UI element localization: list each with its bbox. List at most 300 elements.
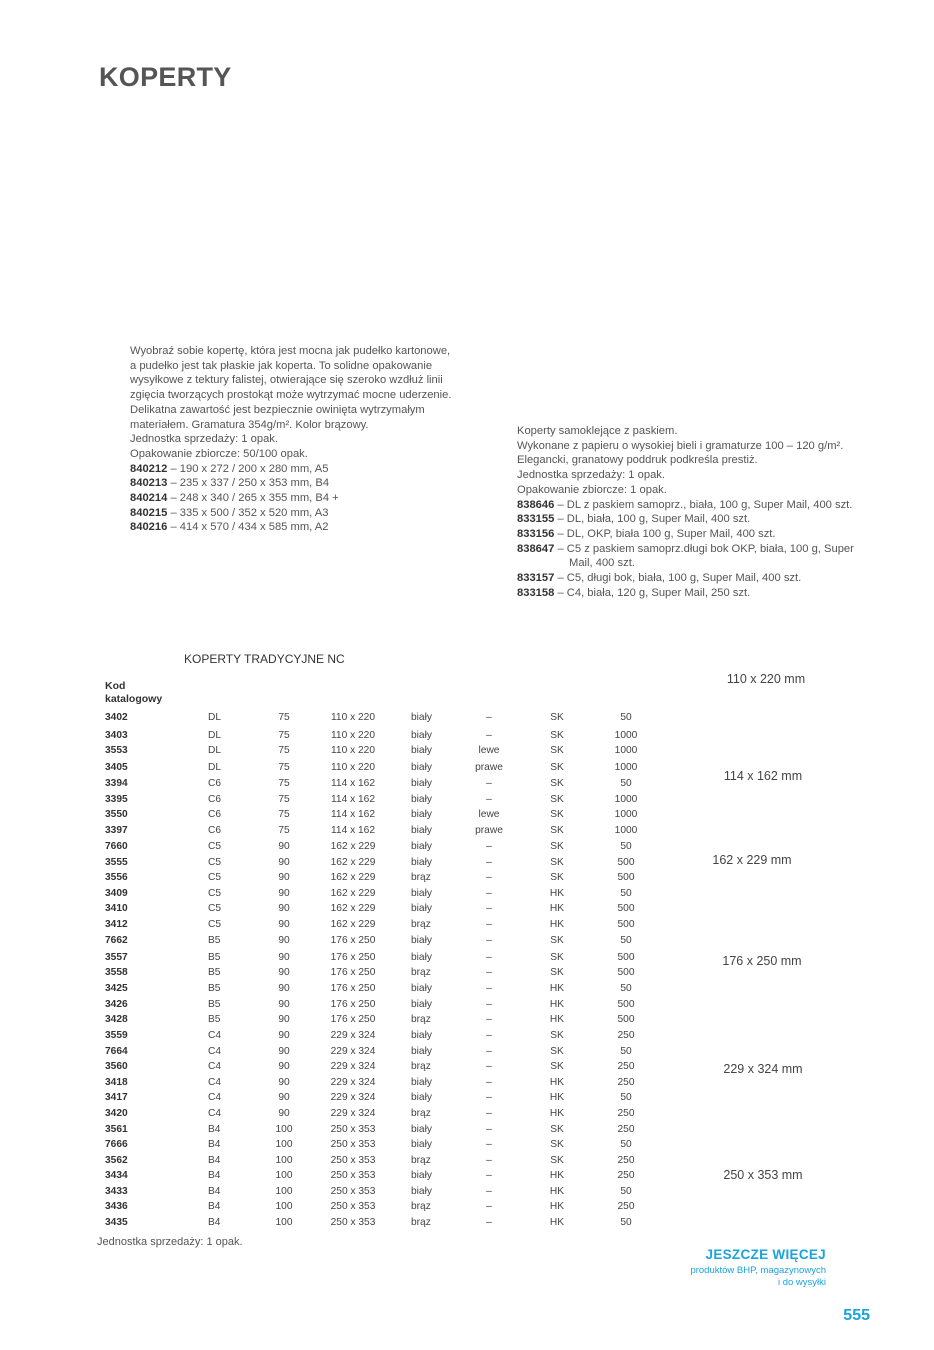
cell-window-value: – [486, 841, 492, 852]
cell-close-value: HK [549, 1014, 565, 1025]
cell-format: DL [208, 745, 222, 756]
cell-color: brąz [411, 1061, 431, 1072]
cell-code: 3412 [105, 919, 128, 930]
cell-close-value: HK [549, 888, 565, 899]
cell-color: biały [411, 794, 432, 805]
cell-window-value: – [486, 952, 492, 963]
cell-format: C5 [208, 872, 222, 883]
cell-color: brąz [411, 872, 431, 883]
cell-dim-value: 162 x 229 [330, 919, 376, 930]
cell-qty-value: 50 [620, 935, 632, 946]
cell-code: 3435 [105, 1217, 128, 1228]
cell-dim-value: 229 x 324 [330, 1092, 376, 1103]
product-code-line [130, 491, 480, 506]
product-text: wysyłkowe z tektury falistej, otwierające się szeroko wzdłuż linii [130, 374, 443, 387]
table-row [0, 825, 700, 840]
cell-window-value: prawe [475, 762, 503, 773]
cell-qty-value: 50 [620, 1046, 632, 1057]
cell-format: B4 [208, 1139, 221, 1150]
cell-weight-value: 75 [278, 809, 290, 820]
cell-code: 3556 [105, 872, 128, 883]
cell-qty-value: 250 [617, 1108, 635, 1119]
table-row [0, 778, 700, 793]
cell-window-value: – [486, 888, 492, 899]
cell-window-value: – [486, 1061, 492, 1072]
cell-color: biały [411, 778, 432, 789]
cell-color: biały [411, 1124, 432, 1135]
cell-close-value: SK [550, 778, 564, 789]
column-header-code [105, 680, 162, 706]
cell-close-value: HK [549, 1186, 565, 1197]
cell-window-value: – [486, 1186, 492, 1197]
cell-close-value: SK [550, 841, 564, 852]
product-text: – DL z paskiem samoprz., biała, 100 g, Super Mail, 400 szt. [554, 498, 853, 511]
cell-color: biały [411, 1186, 432, 1197]
cell-dim-value: 114 x 162 [331, 778, 375, 789]
cell-format: C4 [208, 1046, 222, 1057]
product-code-line [130, 476, 480, 491]
cell-code: 3558 [105, 967, 128, 978]
cell-format: DL [208, 762, 222, 773]
cell-format: C4 [208, 1061, 222, 1072]
cell-code: 3559 [105, 1030, 128, 1041]
cell-color: brąz [411, 919, 431, 930]
cell-qty-value: 500 [617, 1014, 635, 1025]
cell-format: C5 [208, 903, 222, 914]
table-row [0, 1124, 700, 1139]
cell-qty-value: 250 [617, 1077, 635, 1088]
cell-dim-value: 176 x 250 [330, 1014, 376, 1025]
cell-color: brąz [411, 967, 431, 978]
cell-code: 3553 [105, 745, 128, 756]
cell-code: 3425 [105, 983, 128, 994]
cell-close-value: SK [550, 872, 564, 883]
cell-window-value: – [486, 919, 492, 930]
cell-code: 3560 [105, 1061, 128, 1072]
description-line [130, 418, 480, 433]
envelope-size-label: 114 x 162 mm [723, 769, 803, 783]
cell-format: B5 [208, 983, 221, 994]
cell-color: biały [411, 809, 432, 820]
cell-format: B5 [208, 1014, 221, 1025]
cell-code: 3409 [105, 888, 128, 899]
cell-format: B4 [208, 1155, 221, 1166]
cell-qty-value: 1000 [614, 730, 638, 741]
cell-qty-value: 500 [617, 999, 635, 1010]
cell-window-value: – [486, 1201, 492, 1212]
cell-close-value: SK [550, 1061, 564, 1072]
table-row [0, 1139, 700, 1154]
cell-format: B4 [208, 1170, 221, 1181]
table-row [0, 1077, 700, 1092]
product-text: materiałem. Gramatura 354g/m². Kolor brązowy. [130, 418, 369, 431]
cell-close-value: SK [550, 762, 564, 773]
cell-color: biały [411, 935, 432, 946]
cell-qty-value: 250 [617, 1170, 635, 1181]
table-row [0, 1186, 700, 1201]
cell-qty-value: 50 [620, 841, 632, 852]
description-line [130, 447, 480, 462]
table-row [0, 1108, 700, 1123]
table-row [0, 888, 700, 903]
description-line [130, 359, 480, 374]
cell-code: 3562 [105, 1155, 128, 1166]
cell-color: brąz [411, 1108, 431, 1119]
cell-color: brąz [411, 1014, 431, 1025]
cell-format: C5 [208, 857, 222, 868]
cell-close-value: SK [550, 935, 564, 946]
cell-weight-value: 75 [278, 730, 290, 741]
table-row [0, 1046, 700, 1061]
cell-code: 3420 [105, 1108, 128, 1119]
cell-weight-value: 90 [278, 1077, 290, 1088]
cell-window-value: – [486, 1139, 492, 1150]
product-text: a pudełko jest tak płaskie jak koperta. To solidne opakowanie [130, 359, 433, 372]
cell-weight-value: 90 [278, 952, 290, 963]
description-line [130, 432, 480, 447]
cell-format: C6 [208, 778, 222, 789]
cell-code: 3405 [105, 762, 128, 773]
cell-weight-value: 90 [278, 983, 290, 994]
cell-close-value: HK [549, 903, 565, 914]
cell-color: biały [411, 1139, 432, 1150]
cell-color: biały [411, 983, 432, 994]
envelope-size-label: 229 x 324 mm [723, 1062, 803, 1076]
cell-code: 3561 [105, 1124, 128, 1135]
cell-close-value: HK [549, 1217, 565, 1228]
cell-close-value: SK [550, 730, 564, 741]
product-code: 840213 [130, 477, 168, 490]
cell-close-value: HK [549, 1201, 565, 1212]
table-row [0, 952, 700, 967]
product-code-line [517, 512, 877, 527]
cell-qty-value: 1000 [614, 794, 638, 805]
cell-dim-value: 229 x 324 [330, 1108, 376, 1119]
product-text: – 414 x 570 / 434 x 585 mm, A2 [167, 521, 329, 534]
cell-qty-value: 50 [620, 1092, 632, 1103]
product-text: Delikatna zawartość jest bezpiecznie owinięta wytrzymałym [130, 403, 425, 416]
cell-dim-value: 250 x 353 [330, 1186, 376, 1197]
cell-weight-value: 100 [275, 1124, 293, 1135]
cell-dim-value: 250 x 353 [330, 1124, 376, 1135]
table-row [0, 1014, 700, 1029]
cell-format: B4 [208, 1186, 221, 1197]
cell-color: biały [411, 999, 432, 1010]
cell-close-value: HK [549, 1170, 565, 1181]
description-line [517, 483, 877, 498]
promo-subtitle-line2: i do wysyłki [777, 1276, 826, 1288]
cell-weight-value: 90 [278, 1061, 290, 1072]
product-text: – 190 x 272 / 200 x 280 mm, A5 [167, 462, 329, 475]
cell-dim-value: 110 x 220 [331, 730, 375, 741]
cell-color: brąz [411, 1217, 431, 1228]
cell-qty-value: 50 [620, 1186, 632, 1197]
table-row [0, 1155, 700, 1170]
cell-weight-value: 75 [278, 825, 290, 836]
column-header-code-line2: katalogowy [105, 693, 163, 705]
product-code: 840216 [130, 521, 168, 534]
cell-window-value: – [486, 730, 492, 741]
cell-code: 3555 [105, 857, 128, 868]
cell-window-value: – [486, 1155, 492, 1166]
cell-window-value: lewe [478, 809, 500, 820]
cell-window-value: – [486, 935, 492, 946]
product-text: Wyobraź sobie kopertę, która jest mocna jak pudełko kartonowe, [130, 345, 451, 357]
product-code: 833155 [517, 513, 555, 526]
product-text: – DL, OKP, biała 100 g, Super Mail, 400 szt. [554, 527, 776, 540]
page-title: KOPERTY [99, 62, 232, 92]
product-code-line [517, 542, 877, 557]
cell-format: B5 [208, 952, 221, 963]
cell-weight-value: 100 [275, 1155, 293, 1166]
page-number: 555 [843, 1307, 870, 1324]
cell-close-value: SK [550, 745, 564, 756]
cell-dim-value: 229 x 324 [330, 1030, 376, 1041]
cell-window-value: – [486, 1077, 492, 1088]
table-row [0, 1061, 700, 1076]
table-row [0, 809, 700, 824]
cell-dim-value: 162 x 229 [330, 888, 376, 899]
cell-dim-value: 110 x 220 [331, 762, 375, 773]
cell-close-value: SK [550, 967, 564, 978]
cell-dim-value: 250 x 353 [330, 1170, 376, 1181]
cell-dim-value: 250 x 353 [330, 1139, 376, 1150]
product-text: – C4, biała, 120 g, Super Mail, 250 szt. [554, 586, 751, 599]
table-footnote: Jednostka sprzedaży: 1 opak. [97, 1236, 243, 1248]
cell-weight-value: 90 [278, 857, 290, 868]
cell-code: 3417 [105, 1092, 128, 1103]
cell-format: B4 [208, 1124, 221, 1135]
product-text: – 335 x 500 / 352 x 520 mm, A3 [167, 506, 329, 519]
cell-code: 3550 [105, 809, 128, 820]
cell-qty-value: 1000 [614, 745, 638, 756]
product-text: Jednostka sprzedaży: 1 opak. [130, 433, 279, 446]
cell-dim-value: 162 x 229 [330, 841, 376, 852]
product-text: Wykonane z papieru o wysokiej bieli i gramaturze 100 – 120 g/m². [517, 439, 844, 452]
cell-code: 7664 [105, 1046, 128, 1057]
cell-window-value: lewe [478, 745, 500, 756]
cell-code: 3402 [105, 712, 128, 723]
cell-close-value: SK [550, 794, 564, 805]
cell-qty-value: 50 [620, 1139, 632, 1150]
table-row [0, 999, 700, 1014]
cell-color: biały [411, 712, 432, 723]
cell-code: 3397 [105, 825, 128, 836]
cell-weight-value: 90 [278, 935, 290, 946]
cell-close-value: SK [550, 825, 564, 836]
cell-format: B5 [208, 999, 221, 1010]
product-code-line [517, 527, 877, 542]
product-text: – 248 x 340 / 265 x 355 mm, B4 + [167, 492, 339, 505]
cell-weight-value: 90 [278, 872, 290, 883]
cell-weight-value: 90 [278, 1030, 290, 1041]
table-row [0, 762, 700, 777]
product-description-corrugated [130, 344, 480, 535]
product-code-line [130, 462, 480, 477]
product-text: Opakowanie zbiorcze: 1 opak. [517, 483, 667, 496]
cell-color: biały [411, 1077, 432, 1088]
cell-window-value: – [486, 857, 492, 868]
cell-color: biały [411, 952, 432, 963]
product-text: Jednostka sprzedaży: 1 opak. [517, 469, 666, 482]
cell-weight-value: 75 [278, 712, 290, 723]
cell-weight-value: 100 [275, 1217, 293, 1228]
cell-code: 7666 [105, 1139, 128, 1150]
table-row [0, 712, 700, 727]
cell-weight-value: 90 [278, 1046, 290, 1057]
cell-color: biały [411, 1046, 432, 1057]
cell-close-value: HK [549, 999, 565, 1010]
cell-format: C4 [208, 1077, 222, 1088]
cell-color: biały [411, 745, 432, 756]
cell-code: 7660 [105, 841, 128, 852]
cell-color: biały [411, 841, 432, 852]
column-header-code-line1: Kod [105, 680, 126, 692]
cell-weight-value: 90 [278, 1108, 290, 1119]
cell-qty-value: 500 [617, 967, 635, 978]
cell-color: biały [411, 1092, 432, 1103]
cell-format: C5 [208, 841, 222, 852]
cell-color: brąz [411, 1155, 431, 1166]
cell-format: C6 [208, 825, 222, 836]
cell-window-value: – [486, 712, 492, 723]
cell-color: biały [411, 730, 432, 741]
table-row [0, 857, 700, 872]
product-text: – DL, biała, 100 g, Super Mail, 400 szt. [554, 513, 751, 526]
cell-format: B5 [208, 967, 221, 978]
cell-format: C4 [208, 1030, 222, 1041]
table-title: KOPERTY TRADYCYJNE NC [184, 652, 345, 666]
table-row [0, 967, 700, 982]
cell-close-value: SK [550, 1030, 564, 1041]
product-code: 838647 [517, 542, 555, 555]
description-line [130, 373, 480, 388]
description-line [517, 468, 877, 483]
product-code: 840212 [130, 462, 168, 475]
cell-color: biały [411, 857, 432, 868]
cell-color: biały [411, 762, 432, 773]
cell-dim-value: 110 x 220 [331, 745, 375, 756]
envelope-size-label: 110 x 220 mm [726, 672, 806, 686]
product-code: 838646 [517, 498, 555, 511]
table-row [0, 1030, 700, 1045]
table-row [0, 745, 700, 760]
cell-code: 7662 [105, 935, 128, 946]
cell-weight-value: 90 [278, 888, 290, 899]
cell-format: B5 [208, 935, 221, 946]
cell-dim-value: 162 x 229 [330, 903, 376, 914]
cell-code: 3394 [105, 778, 128, 789]
cell-close-value: SK [550, 809, 564, 820]
cell-weight-value: 90 [278, 967, 290, 978]
cell-window-value: – [486, 872, 492, 883]
cell-close-value: SK [550, 857, 564, 868]
cell-close-value: SK [550, 1046, 564, 1057]
cell-weight-value: 90 [278, 903, 290, 914]
cell-qty-value: 1000 [614, 825, 638, 836]
product-text: Koperty samoklejące z paskiem. [517, 425, 678, 437]
cell-color: biały [411, 903, 432, 914]
cell-dim-value: 110 x 220 [331, 712, 375, 723]
cell-close-value: SK [550, 1139, 564, 1150]
cell-qty-value: 250 [617, 1124, 635, 1135]
description-line [517, 556, 877, 571]
promo-subtitle[interactable] [626, 1265, 826, 1288]
table-row [0, 903, 700, 918]
cell-window-value: – [486, 1014, 492, 1025]
cell-format: C4 [208, 1092, 222, 1103]
product-code: 833158 [517, 586, 555, 599]
cell-code: 3433 [105, 1186, 128, 1197]
cell-format: C5 [208, 919, 222, 930]
cell-window-value: – [486, 1046, 492, 1057]
cell-weight-value: 100 [275, 1201, 293, 1212]
product-description-super-mail [517, 424, 877, 600]
table-row [0, 1201, 700, 1216]
table-row [0, 983, 700, 998]
cell-window-value: – [486, 778, 492, 789]
cell-code: 3395 [105, 794, 128, 805]
cell-qty-value: 500 [617, 952, 635, 963]
product-code-line [517, 586, 877, 601]
cell-dim-value: 162 x 229 [330, 872, 376, 883]
cell-color: biały [411, 1030, 432, 1041]
cell-close-value: HK [549, 983, 565, 994]
product-text: – C5 z paskiem samoprz.długi bok OKP, biała, 100 g, Super [554, 542, 854, 555]
description-line [517, 439, 877, 454]
cell-window-value: – [486, 1108, 492, 1119]
promo-title[interactable]: JESZCZE WIĘCEJ [705, 1247, 826, 1262]
product-code-line [517, 498, 877, 513]
cell-close-value: HK [549, 1092, 565, 1103]
cell-close-value: HK [549, 919, 565, 930]
cell-qty-value: 250 [617, 1061, 635, 1072]
cell-format: B4 [208, 1201, 221, 1212]
cell-qty-value: 50 [620, 1217, 632, 1228]
cell-dim-value: 114 x 162 [331, 825, 375, 836]
cell-format: B4 [208, 1217, 221, 1228]
cell-code: 3428 [105, 1014, 128, 1025]
table-row [0, 935, 700, 950]
cell-window-value: – [486, 903, 492, 914]
cell-window-value: prawe [475, 825, 503, 836]
cell-dim-value: 229 x 324 [330, 1061, 376, 1072]
product-text: – C5, długi bok, biała, 100 g, Super Mail, 400 szt. [554, 572, 802, 585]
description-line [130, 344, 480, 359]
cell-weight-value: 100 [275, 1139, 293, 1150]
cell-weight-value: 75 [278, 778, 290, 789]
cell-code: 3418 [105, 1077, 128, 1088]
cell-format: C6 [208, 809, 222, 820]
cell-color: biały [411, 888, 432, 899]
product-code: 833157 [517, 572, 555, 585]
cell-window-value: – [486, 1124, 492, 1135]
cell-format: C6 [208, 794, 222, 805]
table-row [0, 841, 700, 856]
promo-subtitle-line1: produktów BHP, magazynowych [690, 1265, 826, 1276]
cell-weight-value: 90 [278, 841, 290, 852]
cell-qty-value: 500 [617, 919, 635, 930]
cell-qty-value: 50 [620, 778, 632, 789]
cell-dim-value: 176 x 250 [330, 935, 376, 946]
cell-qty-value: 500 [617, 857, 635, 868]
table-row [0, 1170, 700, 1185]
table-row [0, 794, 700, 809]
cell-dim-value: 176 x 250 [330, 952, 376, 963]
cell-dim-value: 114 x 162 [331, 794, 375, 805]
cell-qty-value: 500 [617, 903, 635, 914]
cell-qty-value: 250 [617, 1201, 635, 1212]
